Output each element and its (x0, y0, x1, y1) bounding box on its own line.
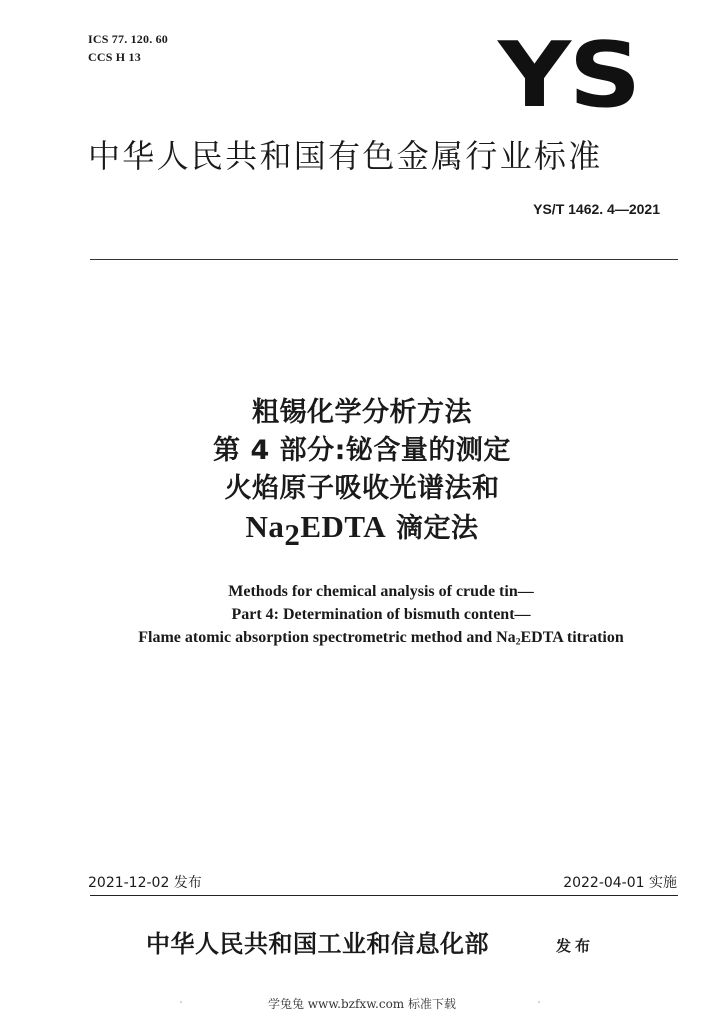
implementation-date: 2022-04-01 实施 (563, 875, 677, 891)
issuing-authority: 中华人民共和国工业和信息化部 (146, 929, 489, 958)
title-cn-line-2: 第 4 部分:铋含量的测定 (213, 435, 511, 466)
ics-code: ICS 77. 120. 60 (88, 32, 169, 46)
title-en-line-3-main: Flame atomic absorption spectrometric method and Na (138, 629, 516, 646)
scan-speck (180, 1001, 182, 1003)
download-watermark: 学兔兔 www.bzfxw.com 标准下载 (267, 997, 457, 1011)
issuing-label: 发布 (556, 937, 595, 955)
title-cn-subscript: 2 (284, 516, 301, 552)
title-cn-na: Na (245, 509, 285, 544)
scan-speck (538, 1001, 540, 1003)
title-cn-line-1: 粗锡化学分析方法 (252, 397, 472, 428)
title-en-line-1: Methods for chemical analysis of crude tin— (228, 583, 534, 600)
title-cn-line-3: 火焰原子吸收光谱法和 (224, 473, 500, 504)
ccs-code: CCS H 13 (88, 50, 141, 64)
title-en-line-2: Part 4: Determination of bismuth content— (231, 606, 531, 623)
title-en-line-3 (0, 626, 724, 649)
title-chinese (0, 394, 724, 552)
title-cn-titration: 滴定法 (386, 513, 479, 544)
title-english (0, 580, 724, 649)
issue-date: 2021-12-02 发布 (88, 875, 202, 891)
standard-code: YS/T 1462. 4—2021 (533, 201, 660, 217)
title-cn-line-4 (0, 508, 724, 552)
classification-codes (88, 30, 168, 66)
title-en-line-3-end: EDTA titration (520, 629, 624, 646)
title-en-subscript: 2 (515, 636, 521, 648)
ys-logo: YS (498, 23, 640, 128)
header-divider (90, 259, 678, 260)
footer-divider (90, 895, 678, 896)
standard-category: 中华人民共和国有色金属行业标准 (88, 137, 603, 175)
title-cn-edta: EDTA (300, 509, 387, 544)
